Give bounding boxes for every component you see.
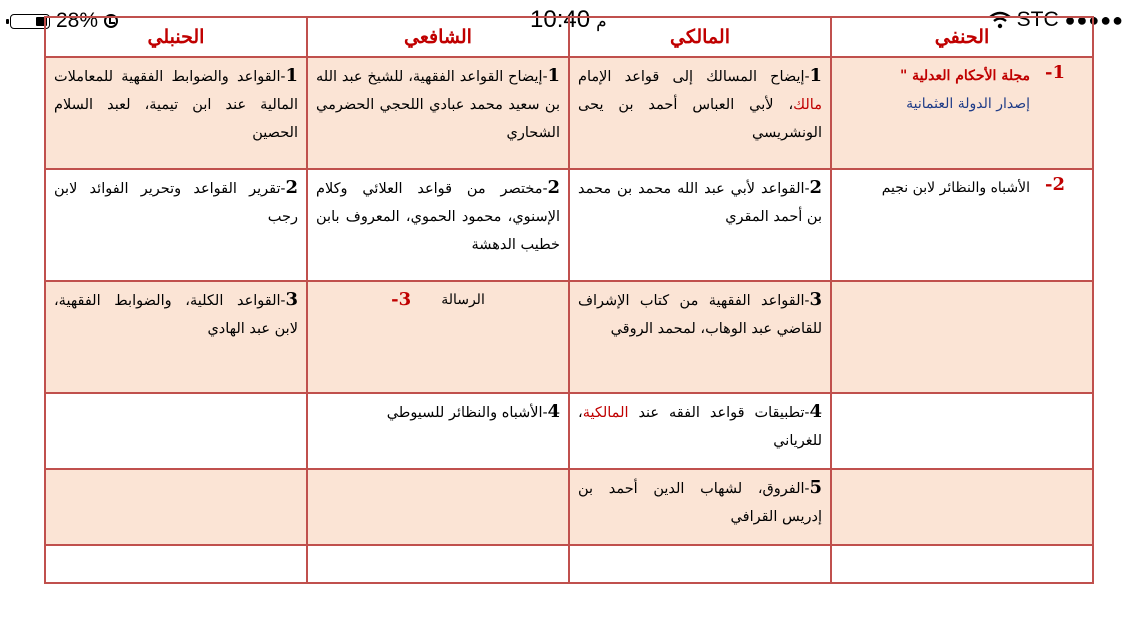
book-title: الأشباه والنظائر لابن نجيم (881, 180, 1030, 196)
cell-hanafi-3 (831, 281, 1093, 393)
cell-maliki-1 (569, 57, 831, 169)
highlight-text: مالك (793, 97, 822, 113)
book-text: -إيضاح القواعد الفقهية، للشيخ عبد الله بن سعيد محمد عبادي اللحجي الحضرمي الشحاري (316, 69, 560, 141)
cell-empty (307, 545, 569, 583)
time-suffix: م (596, 12, 607, 31)
table-row (45, 393, 1093, 469)
table-row (45, 169, 1093, 281)
cell-maliki-2 (569, 169, 831, 281)
cell-hanafi-5 (831, 469, 1093, 545)
header-maliki: المالكي (569, 17, 831, 57)
item-number: 2 (285, 177, 298, 198)
cell-shafii-4 (307, 393, 569, 469)
cell-hanafi-1 (831, 57, 1093, 169)
item-number: 4 (547, 401, 560, 422)
item-number: 3- (391, 289, 412, 310)
highlight-text: المالكية (582, 405, 629, 421)
item-number: 1- (1044, 62, 1065, 83)
item-number: 1 (547, 65, 560, 86)
cell-empty (45, 545, 307, 583)
cell-hanafi-4 (831, 393, 1093, 469)
cell-empty (831, 545, 1093, 583)
cell-maliki-3 (569, 281, 831, 393)
cell-shafii-1 (307, 57, 569, 169)
cell-hanafi-2 (831, 169, 1093, 281)
book-text: ، للغرياني (578, 405, 822, 449)
item-number: 2- (1044, 174, 1065, 195)
book-text: الرسالة (441, 292, 485, 308)
item-number: 3 (285, 289, 298, 310)
cell-hanbali-1 (45, 57, 307, 169)
cell-empty (569, 545, 831, 583)
book-text: -تقرير القواعد وتحرير الفوائد لابن رجب (54, 181, 298, 225)
cell-shafii-2 (307, 169, 569, 281)
item-number: 1 (809, 65, 822, 86)
cell-maliki-5 (569, 469, 831, 545)
cell-shafii-3 (307, 281, 569, 393)
header-shafii: الشافعي (307, 17, 569, 57)
cell-hanbali-4 (45, 393, 307, 469)
madhhab-books-table (44, 16, 1094, 584)
item-number: 2 (809, 177, 822, 198)
book-text: -الأشباه والنظائر للسيوطي (386, 405, 548, 421)
header-row (45, 17, 1093, 57)
item-number: 1 (285, 65, 298, 86)
time: 10:40 (530, 6, 591, 33)
cell-hanbali-2 (45, 169, 307, 281)
item-number: 3 (809, 289, 822, 310)
book-text: -القواعد والضوابط الفقهية للمعاملات المالية عند ابن تيمية، لعبد السلام الحصين (54, 69, 298, 141)
carrier-name: STC (1016, 8, 1059, 31)
book-text: -تطبيقات قواعد الفقه عند (628, 405, 810, 421)
book-title: مجلة الأحكام العدلية " (899, 68, 1030, 84)
cell-hanbali-5 (45, 469, 307, 545)
book-note: إصدار الدولة العثمانية (906, 96, 1030, 112)
book-text: -مختصر من قواعد العلائي وكلام الإسنوي، محمود الحموي، المعروف بابن خطيب الدهشة (316, 181, 560, 253)
book-text: -القواعد الفقهية من كتاب الإشراف للقاضي عبد الوهاب، لمحمد الروقي (578, 293, 822, 337)
battery-percent: 28% (56, 9, 99, 32)
item-number: 2 (547, 177, 560, 198)
book-text: -القواعد الكلية، والضوابط الفقهية، لابن عبد الهادي (54, 293, 298, 337)
table-row (45, 281, 1093, 393)
table-row (45, 469, 1093, 545)
item-number: 4 (809, 401, 822, 422)
book-text: -الفروق، لشهاب الدين أحمد بن إدريس القرافي (578, 481, 822, 525)
book-text: -القواعد لأبي عبد الله محمد بن محمد بن أحمد المقري (578, 181, 822, 225)
book-text: ، لأبي العباس أحمد بن يحى الونشريسي (578, 97, 822, 141)
header-hanafi: الحنفي (831, 17, 1093, 57)
cell-shafii-5 (307, 469, 569, 545)
cell-hanbali-3 (45, 281, 307, 393)
book-text: -إيضاح المسالك إلى قواعد الإمام (578, 69, 810, 85)
table-row (45, 57, 1093, 169)
signal-strength-icon: ●●●●● (1064, 9, 1124, 30)
header-hanbali: الحنبلي (45, 17, 307, 57)
cell-maliki-4 (569, 393, 831, 469)
table-row (45, 545, 1093, 583)
item-number: 5 (809, 477, 822, 498)
